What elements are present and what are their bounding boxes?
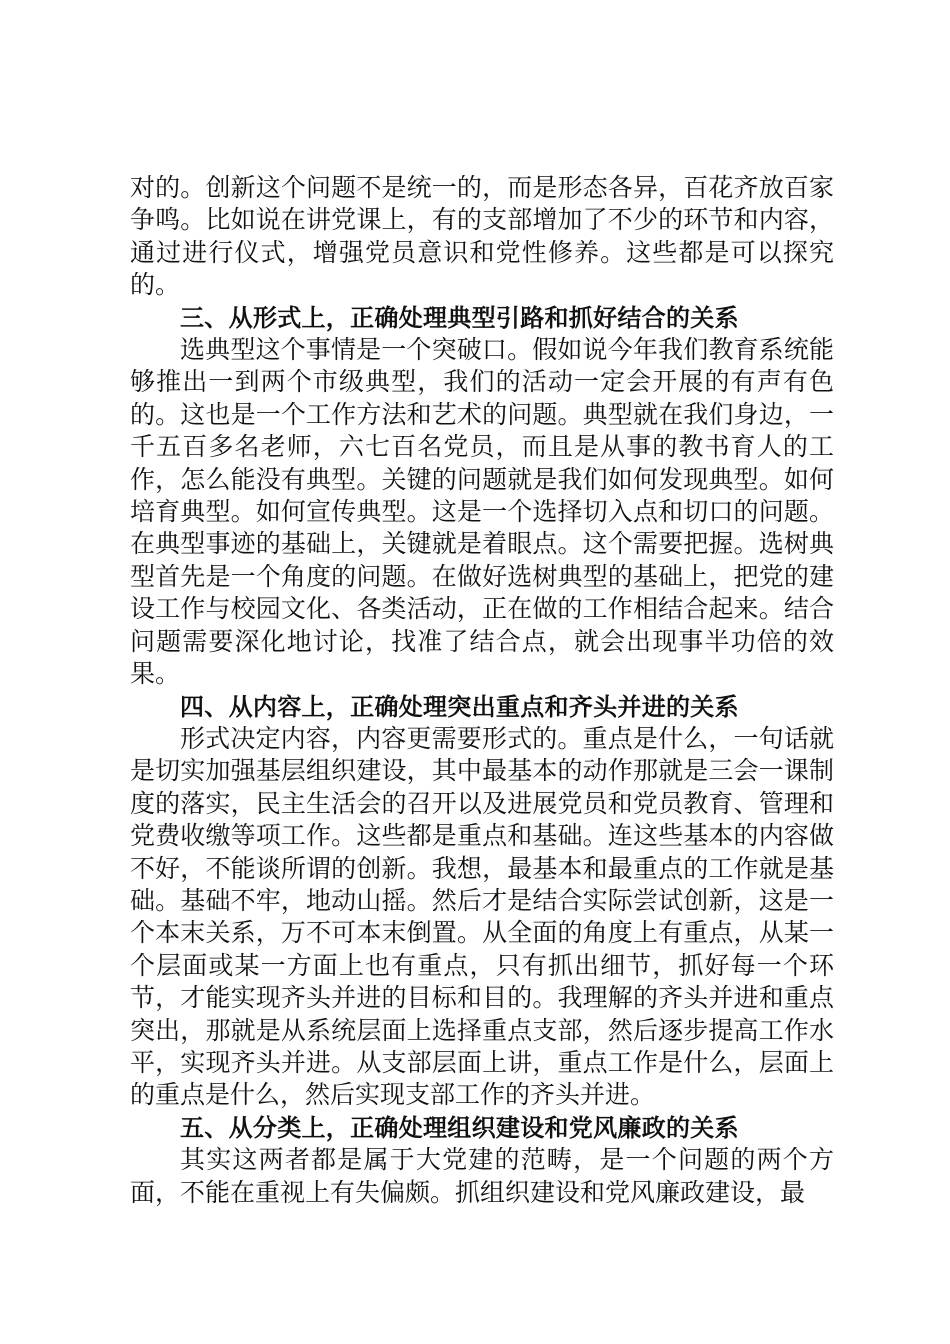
- paragraph-continuation: 对的。创新这个问题不是统一的，而是形态各异，百花齐放百家争鸣。比如说在讲党课上，有的支部增加了不少的环节和内容，通过进行仪式，增强党员意识和党性修养。这些都是可以探究的。: [130, 173, 834, 300]
- section-heading-4: 四、从内容上，正确处理突出重点和齐头并进的关系: [180, 692, 739, 721]
- section-heading-3: 三、从形式上，正确处理典型引路和抓好结合的关系: [180, 303, 739, 332]
- paragraph-section-4: 形式决定内容，内容更需要形式的。重点是什么，一句话就是切实加强基层组织建设，其中最基本的动作那就是三会一课制度的落实，民主生活会的召开以及进展党员和党员教育、管理和党费收缴等项工作。这些都是重点和基础。连这些基本的内容做不好，不能谈所谓的创新。我想，最基本和最重点的工作就是基础。基础不牢，地动山摇。然后才是结合实际尝试创新，这是一个本末关系，万不可本末倒置。从全面的角度上有重点，从某一个层面或某一方面上也有重点，只有抓出细节，抓好每一个环节，才能实现齐头并进的目标和目的。我理解的齐头并进和重点突出，那就是从系统层面上选择重点支部，然后逐步提高工作水平，实现齐头并进。从支部层面上讲，重点工作是什么，层面上的重点是什么，然后实现支部工作的齐头并进。: [130, 723, 834, 1110]
- paragraph-section-5: 其实这两者都是属于大党建的范畴，是一个问题的两个方面，不能在重视上有失偏颇。抓组织建设和党风廉政建设，最: [130, 1145, 834, 1207]
- section-heading-5: 五、从分类上，正确处理组织建设和党风廉政的关系: [180, 1113, 739, 1142]
- document-body: [130, 172, 834, 1209]
- paragraph-section-3: 选典型这个事情是一个突破口。假如说今年我们教育系统能够推出一到两个市级典型，我们的活动一定会开展的有声有色的。这也是一个工作方法和艺术的问题。典型就在我们身边，一千五百多名老师，六七百名党员，而且是从事的教书育人的工作，怎么能没有典型。关键的问题就是我们如何发现典型。如何培育典型。如何宣传典型。这是一个选择切入点和切口的问题。在典型事迹的基础上，关键就是着眼点。这个需要把握。选树典型首先是一个角度的问题。在做好选树典型的基础上，把党的建设工作与校园文化、各类活动，正在做的工作相结合起来。结合问题需要深化地讨论，找准了结合点，就会出现事半功倍的效果。: [130, 335, 834, 689]
